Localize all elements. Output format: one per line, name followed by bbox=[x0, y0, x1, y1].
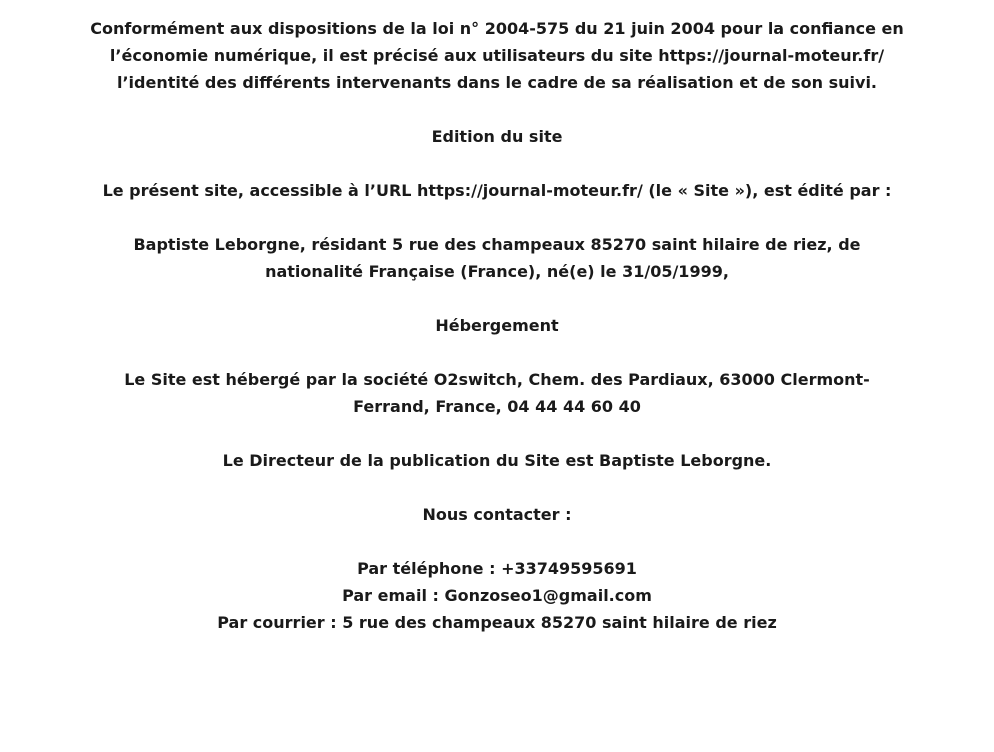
contact-email: Par email : Gonzoseo1@gmail.com bbox=[342, 586, 652, 605]
contact-phone: Par téléphone : +33749595691 bbox=[357, 559, 637, 578]
hosting-heading: Hébergement bbox=[435, 316, 559, 335]
publisher-details: Baptiste Leborgne, résidant 5 rue des champeaux 85270 saint hilaire de riez, de nationalité Française (France), né(e) le 31/05/1999, bbox=[133, 235, 861, 281]
edition-statement: Le présent site, accessible à l’URL https://journal-moteur.fr/ (le « Site »), est édité par : bbox=[102, 181, 892, 200]
legal-intro-paragraph: Conformément aux dispositions de la loi n° 2004-575 du 21 juin 2004 pour la confiance en l’économie numérique, il est précisé aux utilisateurs du site https://journal-moteur.fr/ l’identité des différents intervenants dans le cadre de sa réalisation et de son suivi. bbox=[90, 19, 904, 92]
publication-director: Le Directeur de la publication du Site est Baptiste Leborgne. bbox=[222, 451, 772, 470]
edition-heading: Edition du site bbox=[431, 127, 563, 146]
hosting-statement: Le Site est hébergé par la société O2switch, Chem. des Pardiaux, 63000 Clermont-Ferrand, France, 04 44 44 60 40 bbox=[124, 370, 870, 416]
contact-heading: Nous contacter : bbox=[422, 505, 572, 524]
contact-mail: Par courrier : 5 rue des champeaux 85270 saint hilaire de riez bbox=[217, 613, 777, 632]
